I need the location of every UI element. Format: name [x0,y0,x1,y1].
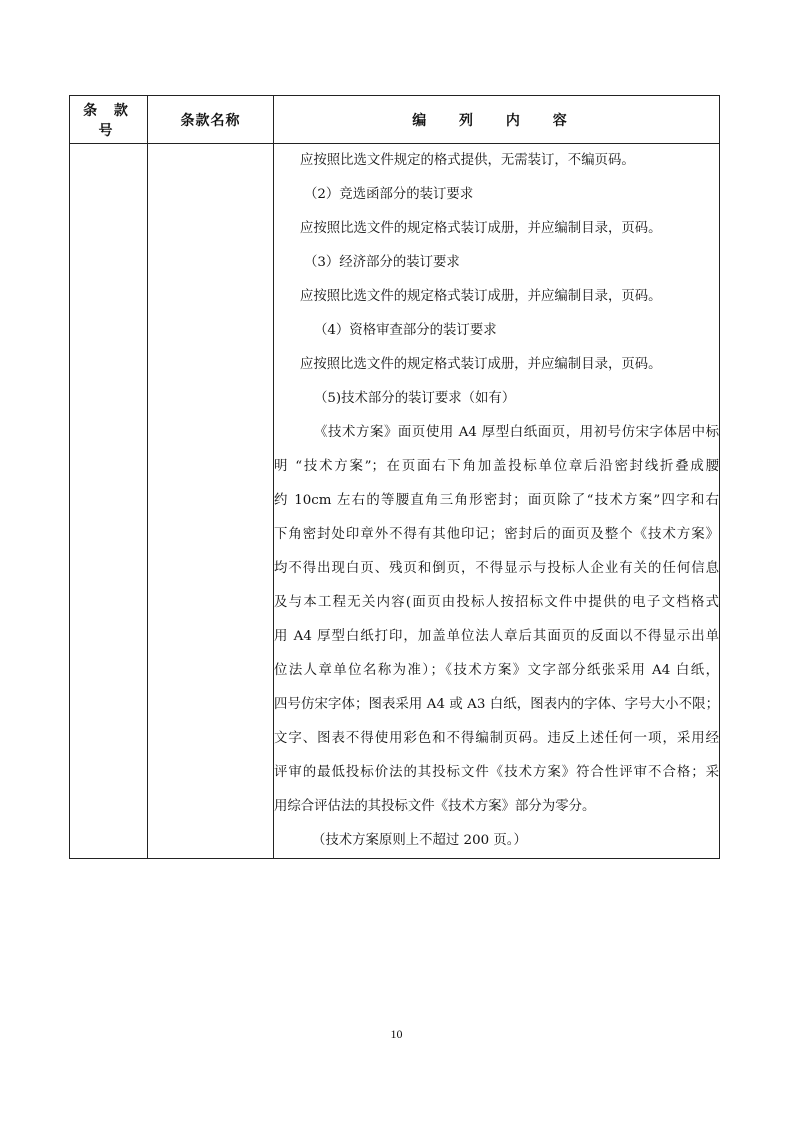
header-content [274,96,720,144]
content-line: 明 “技术方案”；在页面右下角加盖投标单位章后沿密封线折叠成腰 [274,459,719,474]
clause-name-cell [148,144,274,859]
content-line: 下角密封处印章外不得有其他印记；密封后的面页及整个《技术方案》 [274,527,719,542]
header-content-label: 编 列 内 容 [412,112,581,129]
content-line: 应按照比选文件的规定格式装订成册，并应编制目录，页码。 [300,289,662,304]
header-clause-name [148,96,274,144]
table-header-row [70,96,720,144]
clause-number-cell [70,144,148,859]
content-line: （技术方案原则上不超过 200 页。） [312,833,527,848]
header-clause-number [70,96,148,144]
content-line: （5)技术部分的装订要求（如有） [314,391,516,406]
table-row [70,144,720,859]
content-line: 用 A4 厚型白纸打印，加盖单位法人章后其面页的反面以不得显示出单 [274,629,719,644]
content-line: 应按照比选文件的规定格式装订成册，并应编制目录，页码。 [300,221,662,236]
content-cell [274,144,720,859]
content-line: 应按照比选文件规定的格式提供，无需装订，不编页码。 [300,153,635,168]
page-number: 10 [390,1027,403,1041]
content-line: 均不得出现白页、残页和倒页，不得显示与投标人企业有关的任何信息 [274,561,719,576]
clause-table [69,95,720,859]
content-line: 及与本工程无关内容(面页由投标人按招标文件中提供的电子文档格式 [274,595,719,610]
content-line: （4）资格审查部分的装订要求 [314,323,497,338]
header-clause-number-label: 条 款 号 [83,102,134,139]
header-clause-name-label: 条款名称 [180,112,241,129]
content-line: 文字、图表不得使用彩色和不得编制页码。违反上述任何一项，采用经 [274,731,719,746]
content-line: 《技术方案》面页使用 A4 厚型白纸面页，用初号仿宋字体居中标 [314,425,719,440]
content-line: 评审的最低投标价法的其投标文件《技术方案》符合性评审不合格；采 [274,765,719,780]
content-line: 四号仿宋字体；图表采用 A4 或 A3 白纸，图表内的字体、字号大小不限； [274,697,719,712]
content-line: 约 10cm 左右的等腰直角三角形密封；面页除了“技术方案”四字和右 [274,493,719,508]
content-line: 用综合评估法的其投标文件《技术方案》部分为零分。 [274,799,596,814]
content-line: （3）经济部分的装订要求 [304,255,460,270]
content-line: 位法人章单位名称为准）；《技术方案》文字部分纸张采用 A4 白纸， [274,663,719,678]
content-line: 应按照比选文件的规定格式装订成册，并应编制目录，页码。 [300,357,662,372]
content-line: （2）竞选函部分的装订要求 [304,187,474,202]
